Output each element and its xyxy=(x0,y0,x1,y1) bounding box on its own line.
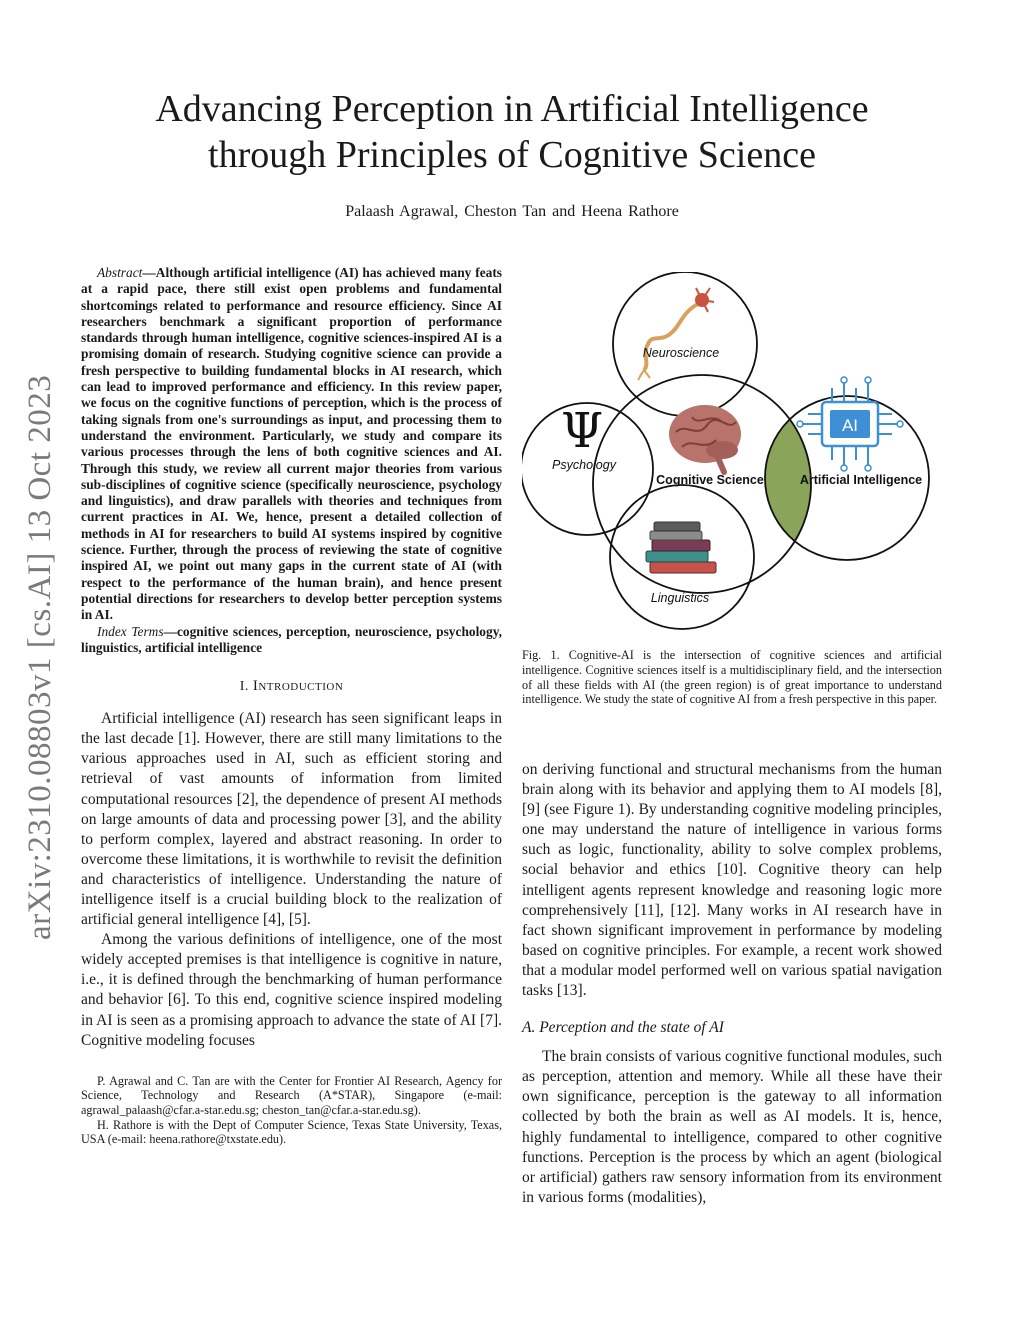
venn-diagram xyxy=(522,272,942,642)
label-cognitive-science: Cognitive Science xyxy=(656,473,764,487)
title-line-2: through Principles of Cognitive Science xyxy=(208,134,816,176)
ai-chip-text: AI xyxy=(841,416,859,435)
abstract xyxy=(81,265,502,624)
subsection-heading: A. Perception and the state of AI xyxy=(522,1019,724,1037)
intro-continuation: on deriving functional and structural mechanisms from the human brain along with its behavior and applying them to AI models [8], [9] (see Figure 1). By understanding cognitive modeling principles, one may understand the nature of intelligence in various forms such as logic, functionality, ability to solve complex problems, social behavior and ethics [10]. Cognitive theory can help intelligent agents represent knowledge and reasoning logic more comprehensively [11], [12]. Many works in AI research have in fact shown significant improvement in performance by modeling based on cognitive principles. For example, a recent work showed that a modular model performed well on various spatial navigation tasks [13]. xyxy=(522,761,942,1000)
section-number: I. xyxy=(239,679,249,695)
section-title: Introduction xyxy=(252,678,344,695)
books-icon xyxy=(646,522,716,573)
author-footnotes xyxy=(81,1074,502,1147)
footnote-2: H. Rathore is with the Dept of Computer Science, Texas State University, Texas, USA (e-mail: heena.rathore@txstate.edu). xyxy=(81,1117,502,1147)
label-linguistics: Linguistics xyxy=(650,591,710,605)
index-terms xyxy=(81,624,502,657)
footnote-1: P. Agrawal and C. Tan are with the Center for Frontier AI Research, Agency for Science, Technology and Research (A*STAR), Singapore (e-mail: agrawal_palaash@cfar.a-star.edu.sg; cheston_tan@cfar.a-star.edu.sg). xyxy=(81,1073,502,1117)
intro-paragraph-2: Among the various definitions of intelligence, one of the most widely accepted premises is that intelligence is cognitive in nature, i.e., it is defined through the benchmarking of human performance and behavior [6]. To this end, cognitive science inspired modeling in AI is seen as a promising approach to advance the state of AI [7]. Cognitive modeling focuses xyxy=(81,931,502,1049)
brain-icon xyxy=(669,405,741,472)
perception-paragraph: The brain consists of various cognitive functional modules, such as perception, attention and memory. While all these have their own significance, perception is the gateway to all information collected by both the brain as well as AI models. It is, hence, highly fundamental to intelligence, compared to other cognitive functions. Perception is the process by which an agent (biological or artificial) gathers raw sensory information from its environment in various forms (modalities), xyxy=(522,1048,942,1206)
right-column xyxy=(522,760,942,1208)
psi-symbol: Ψ xyxy=(560,403,604,459)
intro-paragraph-1: Artificial intelligence (AI) research has seen significant leaps in the last decade [1]. However, there are still many limitations to the various approaches used in AI, such as efficient storing and retrieval of vast amounts of information from limited computational resources [2], the dependence of present AI methods on large amounts of data and processing power [3], and the ability to perform complex, layered and abstract reasoning. In order to overcome these limitations, it is worthwhile to revisit the definition and characteristics of intelligence. Understanding the nature of intelligence itself is a crucial building block to the realization of artificial general intelligence [4], [5]. xyxy=(81,710,502,929)
index-terms-label: Index Terms xyxy=(97,623,164,639)
title-line-1: Advancing Perception in Artificial Intelligence xyxy=(155,88,869,130)
arxiv-identifier: arXiv:2310.08803v1 [cs.AI] 13 Oct 2023 xyxy=(22,374,58,940)
left-column xyxy=(81,265,502,1147)
figure-caption: Fig. 1. Cognitive-AI is the intersection of cognitive sciences and artificial intelligence. Cognitive sciences itself is a multidisciplinary field, and the intersection of all these fields with AI (the green region) is of great importance to understand intelligence. We study the state of cognitive AI from a fresh perspective in this paper. xyxy=(522,648,942,707)
author-list: Palaash Agrawal, Cheston Tan and Heena Rathore xyxy=(345,203,679,220)
label-neuroscience: Neuroscience xyxy=(642,346,720,360)
figure-1 xyxy=(522,272,942,642)
index-terms-text: —cognitive sciences, perception, neuroscience, psychology, linguistics, artificial intelligence xyxy=(81,623,502,655)
neuron-icon xyxy=(638,288,714,380)
label-psychology: Psychology xyxy=(552,458,616,472)
label-artificial-intelligence: Artificial Intelligence xyxy=(799,473,923,487)
neuroscience-circle xyxy=(613,272,757,416)
abstract-text: —Although artificial intelligence (AI) has achieved many feats at a rapid pace, there still exist open problems and fundamental shortcomings related to performance and resource efficiency. Since AI researchers benchmark a significant proportion of performance standards through human intelligence, cognitive sciences-inspired AI is a promising domain of research. Studying cognitive science can provide a fresh perspective to building fundamental blocks in AI research, which can lead to improved performance and efficiency. In this review paper, we focus on the cognitive functions of perception, which is the process of taking signals from one's surroundings as input, and processing them to understand the environment. Particularly, we study and compare its various processes through the lens of both cognitive sciences and AI. Through this study, we review all current major theories from various sub-disciplines of cognitive science (specifically neuroscience, psychology and linguistics), and draw parallels with theories and techniques from current practices in AI. We, hence, present a detailed collection of methods in AI for researchers to build AI systems inspired by cognitive science. Further, through the process of reviewing the state of cognitive inspired AI, we point out many gaps in the current state of AI (with respect to the performance of the human brain), and hence present potential directions for researchers to develop better perception systems in AI. xyxy=(81,265,502,623)
abstract-label: Abstract xyxy=(97,265,143,280)
paper-title xyxy=(80,86,944,178)
section-heading-introduction xyxy=(81,678,502,695)
ai-chip-icon xyxy=(797,377,903,471)
